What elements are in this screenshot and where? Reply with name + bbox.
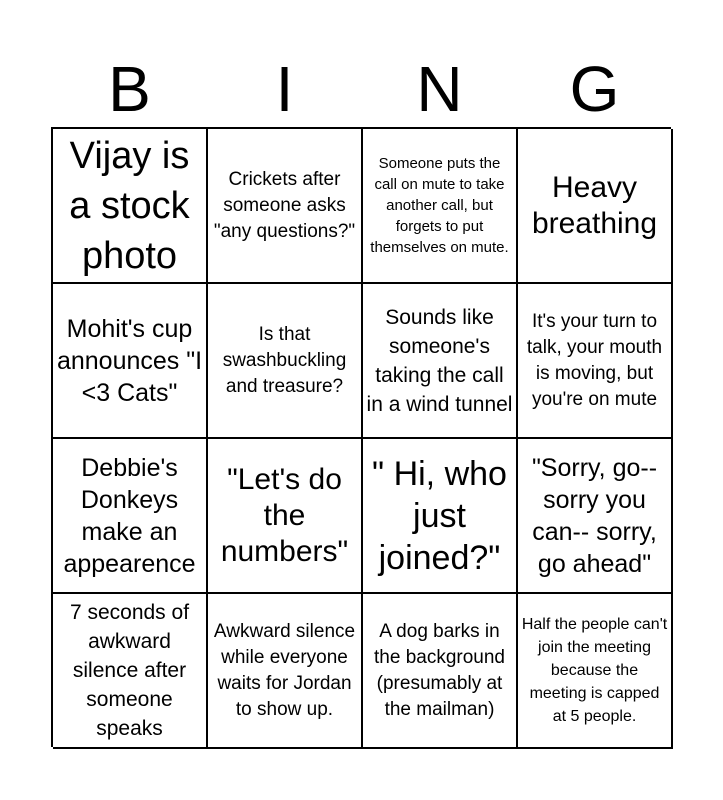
bingo-cell[interactable]: [518, 439, 673, 594]
bingo-cell-text: Awkward silence while everyone waits for Jordan to show up.: [213, 620, 356, 720]
bingo-cell[interactable]: [208, 594, 363, 749]
bingo-cell[interactable]: [208, 129, 363, 284]
bingo-cell-text: A dog barks in the background (presumably at the mailman): [374, 620, 505, 720]
bingo-cell[interactable]: [53, 439, 208, 594]
bingo-cell[interactable]: [363, 439, 518, 594]
bingo-cell[interactable]: [518, 284, 673, 439]
bingo-cell[interactable]: [363, 594, 518, 749]
bingo-cell[interactable]: [208, 284, 363, 439]
header-letter-b: B: [108, 53, 151, 125]
bingo-cell-text: 7 seconds of awkward silence after someone speaks: [69, 601, 190, 740]
bingo-cell-text: Half the people can't join the meeting because the meeting is capped at 5 people.: [521, 616, 668, 725]
bingo-cell-text: Mohit's cup announces "I <3 Cats": [56, 314, 203, 407]
bingo-cell-text: It's your turn to talk, your mouth is moving, but you're on mute: [526, 310, 663, 410]
header-letter-n: N: [416, 53, 463, 125]
header-letter-g: G: [569, 53, 620, 125]
bingo-cell[interactable]: [363, 284, 518, 439]
bingo-grid: [51, 127, 671, 747]
bingo-cell-text: Vijay is a stock photo: [69, 134, 190, 277]
bingo-cell-text: " Hi, who just joined?": [372, 454, 507, 577]
bingo-cell-text: Crickets after someone asks "any questions?": [213, 168, 356, 242]
bingo-cell-text: "Let's do the numbers": [220, 462, 349, 568]
bingo-cell[interactable]: [518, 594, 673, 749]
bingo-cell[interactable]: [363, 129, 518, 284]
bingo-cell[interactable]: [53, 129, 208, 284]
bingo-cell-text: Sounds like someone's taking the call in a wind tunnel: [366, 305, 513, 416]
bingo-cell[interactable]: [53, 594, 208, 749]
bingo-cell-text: Debbie's Donkeys make an appearence: [63, 453, 196, 578]
bingo-cell-text: Heavy breathing: [531, 170, 658, 240]
bingo-cell[interactable]: [208, 439, 363, 594]
bingo-cell-text: Is that swashbuckling and treasure?: [222, 323, 347, 397]
bingo-cell-text: Someone puts the call on mute to take another call, but forgets to put themselves on mute.: [370, 155, 509, 256]
bingo-cell-text: "Sorry, go-- sorry you can-- sorry, go ahead": [531, 453, 658, 578]
bingo-cell[interactable]: [53, 284, 208, 439]
bingo-header: [52, 50, 672, 128]
bingo-cell[interactable]: [518, 129, 673, 284]
header-letter-i: I: [275, 53, 294, 125]
